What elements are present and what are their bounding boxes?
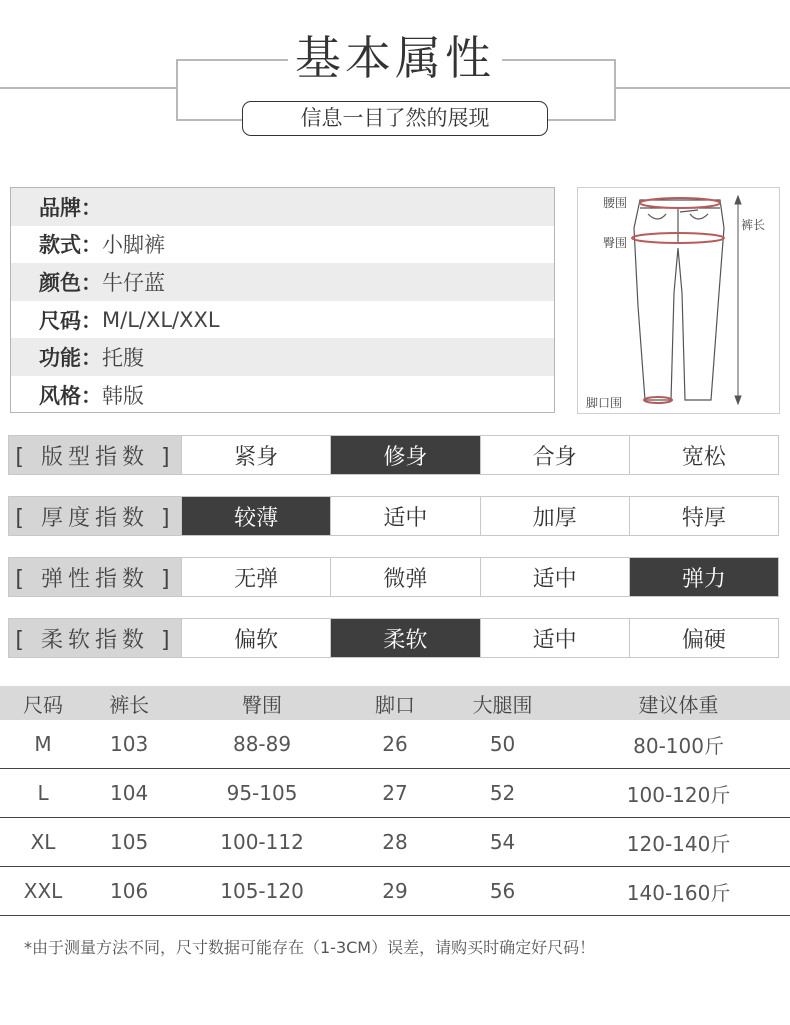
attribute-row-fashion [11,376,554,414]
section-title: 基本属性 [295,31,495,85]
header-hem: 脚口 [352,686,438,720]
header-size: 尺码 [0,686,86,720]
elasticity-index-label: [ 弹性指数 ] [9,558,181,596]
table-row [0,867,790,916]
table-cell: 106 [86,867,172,916]
attribute-key: 颜色 [39,270,81,295]
header-thigh: 大腿围 [438,686,567,720]
attribute-key: 风格 [39,383,81,408]
attribute-colon: ： [81,308,102,333]
softness-index-label: [ 柔软指数 ] [9,619,181,657]
attribute-value: 托腹 [102,346,144,371]
table-cell: 120-140斤 [567,818,790,867]
size-table-header [0,686,790,720]
elasticity-option-stretch: 弹力 [629,558,778,596]
table-cell: 88-89 [172,720,352,769]
table-cell: 54 [438,818,567,867]
table-row [0,818,790,867]
hip-label: 臀围 [603,236,628,250]
thickness-option-thin: 较薄 [181,497,330,535]
fit-index-label: [ 版型指数 ] [9,436,181,474]
size-table [0,686,790,916]
table-cell: L [0,769,86,818]
attribute-key: 款式 [39,233,81,258]
table-cell: 140-160斤 [567,867,790,916]
table-cell: 28 [352,818,438,867]
table-cell: 95-105 [172,769,352,818]
fit-option-tight: 紧身 [181,436,330,474]
softness-option-stiff: 偏硬 [629,619,778,657]
attribute-key: 功能 [39,346,81,371]
header-hip: 臀围 [172,686,352,720]
fit-option-slim: 修身 [330,436,479,474]
length-label: 裤长 [741,218,766,232]
table-cell: 56 [438,867,567,916]
attribute-row-brand [11,188,554,226]
elasticity-option-slight: 微弹 [330,558,479,596]
table-row [0,769,790,818]
fit-option-regular: 合身 [480,436,629,474]
attribute-row-style [11,226,554,264]
elasticity-option-none: 无弹 [181,558,330,596]
table-cell: 27 [352,769,438,818]
attribute-row-size [11,301,554,339]
table-cell: 100-120斤 [567,769,790,818]
attribute-row-color [11,263,554,301]
attribute-key: 尺码 [39,308,81,333]
fit-option-loose: 宽松 [629,436,778,474]
table-row [0,720,790,769]
header-weight: 建议体重 [567,686,790,720]
elasticity-index-row [8,557,779,597]
pants-measurement-figure [577,187,780,414]
thickness-option-extra-thick: 特厚 [629,497,778,535]
attribute-value: 牛仔蓝 [102,270,165,295]
elasticity-option-medium: 适中 [480,558,629,596]
header-line-right-bottom [548,119,616,121]
attribute-value: 小脚裤 [102,233,165,258]
table-cell: 103 [86,720,172,769]
attribute-colon: ： [81,383,102,408]
softness-option-medium: 适中 [480,619,629,657]
waist-label: 腰围 [603,196,628,210]
attribute-colon: ： [81,233,102,258]
fit-index-row [8,435,779,475]
attribute-key: 品牌 [39,195,81,220]
table-cell: 104 [86,769,172,818]
table-cell: 100-112 [172,818,352,867]
table-cell: 50 [438,720,567,769]
table-cell: XL [0,818,86,867]
attribute-list [10,187,555,413]
softness-option-soft: 柔软 [330,619,479,657]
attribute-value: 韩版 [102,383,144,408]
section-subtitle: 信息一目了然的展现 [242,101,548,136]
table-cell: 52 [438,769,567,818]
measurement-note: *由于测量方法不同，尺寸数据可能存在（1-3CM）误差，请购买时确定好尺码！ [24,938,596,957]
thickness-option-medium: 适中 [330,497,479,535]
attribute-colon: ： [81,195,102,220]
table-cell: 105-120 [172,867,352,916]
table-cell: XXL [0,867,86,916]
attribute-row-function [11,338,554,376]
attribute-colon: ： [81,346,102,371]
table-cell: 29 [352,867,438,916]
table-cell: M [0,720,86,769]
softness-index-row [8,618,779,658]
header-line-left-bottom [176,119,244,121]
attribute-value: M/L/XL/XXL [102,307,220,332]
thickness-index-label: [ 厚度指数 ] [9,497,181,535]
table-cell: 80-100斤 [567,720,790,769]
thickness-index-row [8,496,779,536]
softness-option-softish: 偏软 [181,619,330,657]
thickness-option-thick: 加厚 [480,497,629,535]
header-length: 裤长 [86,686,172,720]
hem-label: 脚口围 [586,396,623,410]
attribute-colon: ： [81,270,102,295]
table-cell: 26 [352,720,438,769]
table-cell: 105 [86,818,172,867]
